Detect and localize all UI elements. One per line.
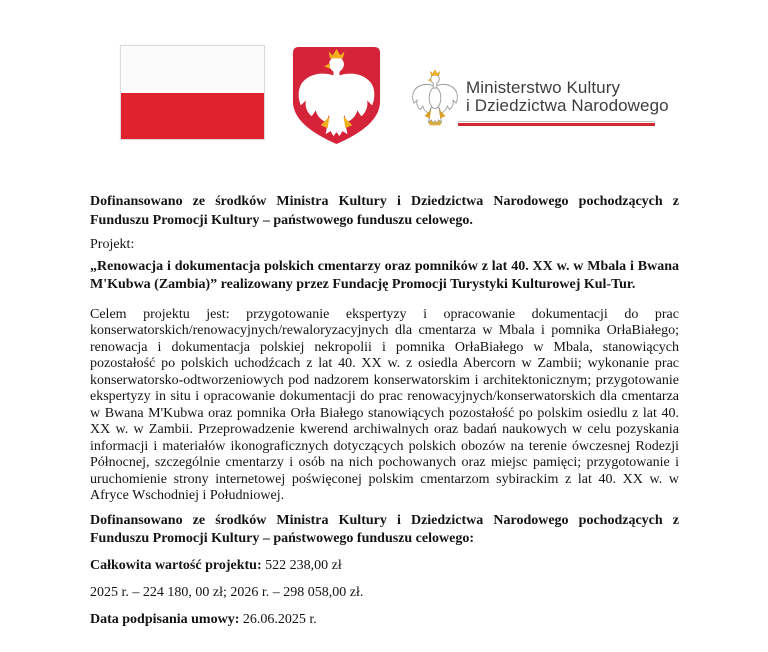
total-value-label: Całkowita wartość projektu: [90, 557, 262, 573]
signing-date-line [90, 611, 679, 630]
funding-statement-1: Dofinansowano ze środków Ministra Kultury i Dziedzictwa Narodowego pochodzących z Funduszu Promocji Kultury – państwowego funduszu celowego. [90, 194, 679, 228]
signing-date-label: Data podpisania umowy: [90, 611, 240, 627]
total-value: 522 238,00 zł [265, 557, 342, 573]
ministry-name-line1: Ministerstwo Kultury [466, 78, 621, 97]
funding-statement-2: Dofinansowano ze środków Ministra Kultury i Dziedzictwa Narodowego pochodzących z Funduszu Promocji Kultury – państwowego funduszu celowego: [90, 512, 679, 546]
yearly-breakdown: 2025 r. – 224 180, 00 zł; 2026 r. – 298 058,00 zł. [90, 585, 364, 600]
project-label: Projekt: [90, 237, 135, 252]
signing-date: 26.06.2025 r. [242, 611, 317, 627]
ministry-name-line2: i Dziedzictwa Narodowego [466, 96, 669, 115]
total-value-line [90, 557, 679, 576]
project-description: Celem projektu jest: przygotowanie ekspertyzy i opracowanie dokumentacji do prac konserwatorskich/renowacyjnych/rewaloryzacyjnych dla cmentarza w Mbala i pomnika OrłaBiałego; renowacja i dokumentacja polskiej nekropolii i pomnika OrłaBiałego w Mbala, stanowiących pozostałość po polskich uchodźcach z lat 40. XX w. z osiedla Abercorn w Zambii; wykonanie prac konserwatorsko-odtworzeniowych pod nadzorem konserwatorskim i architektonicznym; przygotowanie ekspertyzy in situ i opracowanie dokumentacji do prac renowacyjnych/konserwatorskich dla cmentarza w Bwana M'Kubwa oraz pomnika Orła Białego stanowiących pozostałość po polskim osiedlu z lat 40. XX w. w Zambii. Przeprowadzenie kwerend archiwalnych oraz badań naukowych w celu pozyskania informacji i materiałów ikonograficznych dotyczących polskich obozów na terenie ówczesnej Rodezji Północnej, szczególnie cmentarzy i osób na nich pochowanych oraz miejsc pamięci; przygotowanie i uruchomienie strony internetowej poświęconej polskim cmentarzom sybirackim z lat 40. XX w. w Afryce Wschodniej i Południowej. [90, 306, 679, 503]
document-body [90, 0, 679, 629]
project-title: „Renowacja i dokumentacja polskich cmentarzy oraz pomników z lat 40. XX w. w Mbala i Bwana M'Kubwa (Zambia)” realizowany przez Fundację Promocji Turystyki Kulturowej Kul-Tur. [90, 258, 679, 292]
